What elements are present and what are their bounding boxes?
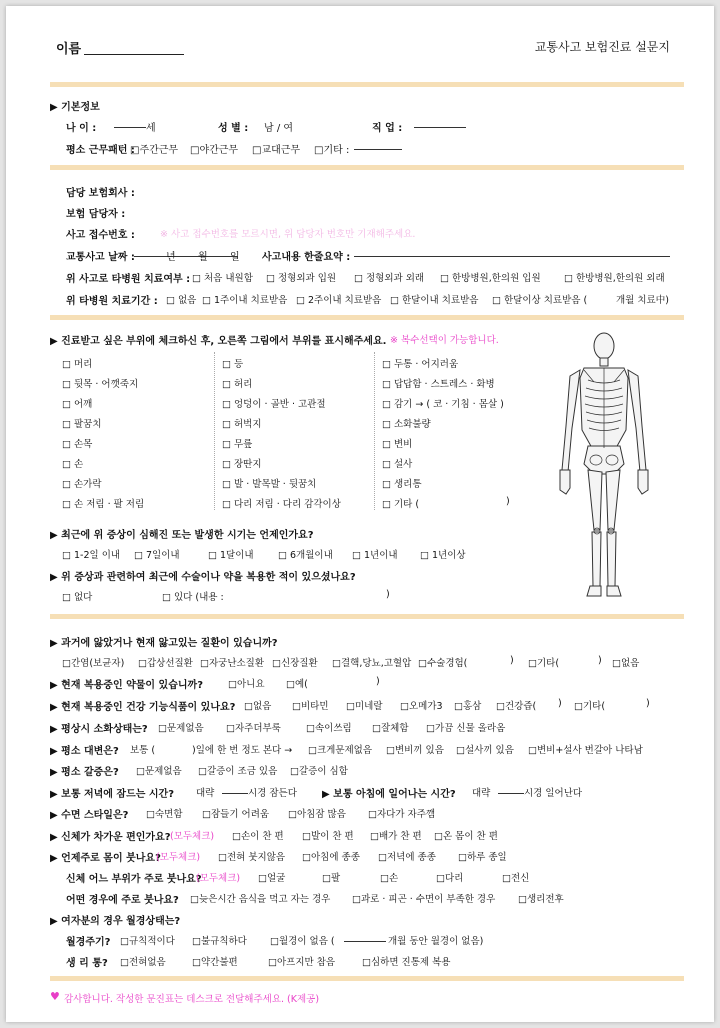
treatment-period-months: 개월 치료中) [616,295,669,306]
disease-close-paren: ) [510,655,514,666]
menstrual-question: ▶ 여자분의 경우 월경상태는? [50,916,181,927]
wake-time-question: ▶ 보통 아침에 일어나는 시간? [322,789,456,800]
swelling-when-option[interactable]: □과로 · 피곤 · 수면이 부족한 경우 [352,894,496,905]
swelling-when-option[interactable]: □늦은시간 음식을 먹고 자는 경우 [190,894,331,905]
work-pattern-label: 평소 근무패턴 : [66,145,135,156]
questionnaire-page [6,6,714,1022]
swelling-part-option[interactable]: □손 [380,873,399,884]
work-other-field[interactable] [354,139,402,150]
supplement-close-paren: ) [558,698,562,709]
disease-option[interactable]: □수술경험( [418,658,468,669]
symptom-option[interactable]: □ 생리통 [382,479,422,490]
sleep-style-option[interactable]: □숙면함 [146,809,183,820]
supplement-option[interactable]: □미네랄 [346,701,383,712]
supplement-close-paren: ) [646,698,650,709]
date-year: 년 [166,252,176,263]
disease-close-paren: ) [598,655,602,666]
sex-value[interactable]: 남 / 여 [264,123,294,134]
supplement-option[interactable]: □건강즙( [496,701,537,712]
swelling-option[interactable]: □저녁에 종종 [378,852,436,863]
name-field[interactable] [84,54,184,55]
symptom-option[interactable]: □ 다리 저림 · 다리 감각이상 [222,499,341,510]
divider-bar [50,82,684,87]
form-title: 교통사고 보험진료 설문지 [534,40,670,54]
footer-message: 감사합니다. 작성한 문진표는 데스크로 전달해주세요. (K제공) [64,994,320,1005]
accident-summary-field[interactable] [354,246,670,257]
skeleton-body-figure[interactable] [554,330,654,600]
sleep-style-option[interactable]: □아침잠 많음 [288,809,346,820]
disease-option[interactable]: □자궁난소질환 [200,658,265,669]
treatment-period-option[interactable]: □ 1주이내 치료받음 [202,295,288,306]
digestion-option[interactable]: □가끔 신물 올라옴 [426,723,506,734]
cycle-label: 월경주기? [66,937,111,948]
medication-option[interactable]: □예( [286,679,308,690]
onset-option[interactable]: □ 1-2일 이내 [62,550,121,561]
sleep-style-question: ▶ 수면 스타일은? [50,810,129,821]
disease-option[interactable]: □기타( [528,658,560,669]
symptom-option[interactable]: □ 장딴지 [222,459,262,470]
symptom-option[interactable]: □ 변비 [382,439,413,450]
work-option-other[interactable]: □기타 : [314,145,350,156]
menstrual-pain-option[interactable]: □전혀없음 [120,957,166,968]
wake-time-field[interactable] [498,783,524,794]
cold-body-option[interactable]: □배가 찬 편 [370,831,422,842]
insurance-company-label: 담당 보험회사 : [66,188,135,199]
disease-question: ▶ 과거에 앓았거나 현재 앓고있는 질환이 있습니까? [50,638,278,649]
cold-body-option[interactable]: □발이 찬 편 [302,831,354,842]
stool-option[interactable]: □크게문제없음 [308,745,373,756]
cycle-option[interactable]: □규칙적이다 [120,936,175,947]
surgery-question: ▶ 위 증상과 관련하여 최근에 수술이나 약을 복용한 적이 있으셨나요? [50,572,356,583]
accident-date-field[interactable] [134,246,238,257]
digestion-question: ▶ 평상시 소화상태는? [50,724,148,735]
multi-select-note: ※ 복수선택이 가능합니다. [390,335,499,346]
cycle-months-field[interactable] [344,931,386,942]
treatment-period-option[interactable]: □ 한달이상 치료받음 ( [492,295,588,306]
stool-frequency-suffix: )일에 한 번 정도 본다 → [192,745,293,756]
sleep-time-question: ▶ 보통 저녁에 잠드는 시간? [50,789,175,800]
symptom-option[interactable]: □ 답답함 · 스트레스 · 화병 [382,379,495,390]
sex-label: 성 별 : [218,123,249,134]
section-symptoms: ▶ 진료받고 싶은 부위에 체크하신 후, 오른쪽 그림에서 부위를 표시해주세요. [50,336,387,347]
date-month: 월 [198,252,208,263]
swelling-tag: (모두체크) [156,852,201,863]
other-hospital-option[interactable]: □ 한방병원,한의원 입원 [440,273,541,284]
treatment-period-option[interactable]: □ 한달이내 치료받음 [390,295,479,306]
disease-option[interactable]: □결핵,당뇨,고혈압 [332,658,412,669]
swelling-when-option[interactable]: □생리전후 [518,894,564,905]
swelling-question: ▶ 언제주로 몸이 붓나요? [50,853,161,864]
medication-close-paren: ) [376,676,380,687]
thirst-option[interactable]: □갈증이 심함 [290,766,348,777]
onset-option[interactable]: □ 1달이내 [208,550,254,561]
section-basic-info: ▶ 기본정보 [50,102,100,113]
swelling-part-option[interactable]: □얼굴 [258,873,286,884]
other-hospital-option[interactable]: □ 정형외과 외래 [354,273,425,284]
stool-option[interactable]: □변비+설사 번갈아 나타남 [528,745,643,756]
disease-option[interactable]: □갑상선질환 [138,658,193,669]
cold-body-question: ▶ 신체가 차가운 편인가요? [50,832,171,843]
medication-option[interactable]: □아니요 [228,679,265,690]
symptom-option[interactable]: □ 무릎 [222,439,253,450]
stool-option[interactable]: □변비끼 있음 [386,745,444,756]
supplement-option[interactable]: □없음 [244,701,272,712]
thirst-question: ▶ 평소 갈증은? [50,767,119,778]
age-field[interactable] [114,117,146,128]
wake-time-suffix: 시경 일어난다 [524,788,583,799]
symptom-option[interactable]: □ 팔꿈치 [62,419,102,430]
name-label: 이름 [56,42,82,57]
other-hospital-option[interactable]: □ 정형외과 입원 [266,273,337,284]
swelling-part-question: 신체 어느 부위가 주로 붓나요? [66,874,202,885]
other-hospital-label: 위 사고로 타병원 치료여부 : [66,274,191,285]
swelling-part-option[interactable]: □전신 [502,873,530,884]
symptom-option[interactable]: □ 등 [222,359,244,370]
age-unit: 세 [146,123,156,134]
treatment-period-option[interactable]: □ 없음 [166,295,197,306]
supplement-option[interactable]: □오메가3 [400,701,443,712]
wake-time-prefix: 대략 [472,788,491,799]
symptom-option[interactable]: □ 머리 [62,359,93,370]
symptom-other-close: ) [506,496,510,507]
symptom-option[interactable]: □ 손 [62,459,84,470]
insurance-agent-label: 보험 담당자 : [66,209,126,220]
symptom-option[interactable]: □ 어깨 [62,399,93,410]
other-hospital-option[interactable]: □ 한방병원,한의원 외래 [564,273,665,284]
cold-body-option[interactable]: □손이 찬 편 [232,831,284,842]
surgery-option-yes[interactable]: □ 있다 (내용 : [162,592,224,603]
sleep-time-field[interactable] [222,783,248,794]
swelling-option[interactable]: □하루 종일 [458,852,507,863]
symptom-option[interactable]: □ 감기 → ( 코 · 기침 · 몸살 ) [382,399,504,410]
cold-body-tag: (모두체크) [170,831,215,842]
divider-bar [50,614,684,619]
disease-option[interactable]: □없음 [612,658,640,669]
accident-summary-label: 사고내용 한줄요약 : [262,252,351,263]
stool-question: ▶ 평소 대변은? [50,746,119,757]
other-hospital-option[interactable]: □ 처음 내원함 [192,273,253,284]
medication-question: ▶ 현재 복용중인 약물이 있습니까? [50,680,203,691]
supplement-option[interactable]: □홍삼 [454,701,482,712]
work-option-night[interactable]: □야간근무 [190,145,239,156]
symptom-option[interactable]: □ 발 · 발목발 · 뒷꿈치 [222,479,317,490]
work-option-day[interactable]: □주간근무 [130,145,179,156]
symptom-option[interactable]: □ 허리 [222,379,253,390]
claim-number-label: 사고 접수번호 : [66,230,135,241]
treatment-period-label: 위 타병원 치료기간 : [66,296,158,307]
digestion-option[interactable]: □속이쓰림 [306,723,352,734]
swelling-option[interactable]: □아침에 종종 [302,852,360,863]
onset-question: ▶ 최근에 위 증상이 심해진 또는 발생한 시기는 언제인가요? [50,530,314,541]
column-divider [214,352,215,510]
sleep-style-option[interactable]: □자다가 자주깸 [368,809,436,820]
treatment-period-option[interactable]: □ 2주이내 치료받음 [296,295,382,306]
swelling-when-question: 어떤 경우에 주로 붓나요? [66,895,179,906]
date-day: 일 [230,252,240,263]
divider-bar [50,976,684,981]
cycle-option[interactable]: □월경이 없음 ( [270,936,335,947]
symptom-option[interactable]: □ 손가락 [62,479,102,490]
swelling-part-option[interactable]: □다리 [436,873,464,884]
symptom-option[interactable]: □ 엉덩이 · 골반 · 고관절 [222,399,326,410]
stool-option[interactable]: □설사끼 있음 [456,745,514,756]
swelling-part-tag: (모두체크) [196,873,241,884]
age-label: 나 이 : [66,123,97,134]
thirst-option[interactable]: □문제없음 [136,766,182,777]
symptom-option[interactable]: □ 허벅지 [222,419,262,430]
menstrual-pain-option[interactable]: □아프지만 참음 [268,957,336,968]
symptom-option[interactable]: □ 손목 [62,439,93,450]
cycle-months-suffix: 개월 동안 월경이 없음) [388,936,484,947]
onset-option[interactable]: □ 6개월이내 [278,550,333,561]
cold-body-option[interactable]: □온 몸이 찬 편 [434,831,498,842]
symptom-option[interactable]: □ 뒷목 · 어깻죽지 [62,379,139,390]
digestion-option[interactable]: □문제없음 [158,723,204,734]
heart-icon: ♥ [50,990,60,1003]
surgery-option-no[interactable]: □ 없다 [62,592,93,603]
divider-bar [50,165,684,170]
accident-date-label: 교통사고 날짜 : [66,252,135,263]
divider-bar [50,315,684,320]
sleep-style-option[interactable]: □잠들기 어려움 [202,809,270,820]
menstrual-pain-label: 생 리 통? [66,958,108,969]
surgery-close-paren: ) [386,589,390,600]
menstrual-pain-option[interactable]: □심하면 진통제 복용 [362,957,451,968]
onset-option[interactable]: □ 7일이내 [134,550,180,561]
symptom-option[interactable]: □ 두통 · 어지러움 [382,359,459,370]
symptom-option[interactable]: □ 설사 [382,459,413,470]
job-field[interactable] [414,117,466,128]
thirst-option[interactable]: □갈증이 조금 있음 [198,766,278,777]
sleep-time-prefix: 대략 [196,788,215,799]
onset-option[interactable]: □ 1년이내 [352,550,398,561]
menstrual-pain-option[interactable]: □약간불편 [192,957,238,968]
cycle-option[interactable]: □불규칙하다 [192,936,247,947]
swelling-option[interactable]: □전혀 붓지않음 [218,852,286,863]
symptom-option[interactable]: □ 기타 ( [382,499,420,510]
disease-option[interactable]: □신장질환 [272,658,318,669]
column-divider [374,352,375,510]
supplement-option[interactable]: □비타민 [292,701,329,712]
symptom-option[interactable]: □ 손 저림 · 팔 저림 [62,499,145,510]
stool-frequency-prefix: 보통 ( [130,745,156,756]
symptom-option[interactable]: □ 소화불량 [382,419,431,430]
job-label: 직 업 : [372,123,403,134]
digestion-option[interactable]: □잘체함 [372,723,409,734]
supplement-question: ▶ 현재 복용중인 건강 기능식품이 있나요? [50,702,236,713]
onset-option[interactable]: □ 1년이상 [420,550,466,561]
supplement-option[interactable]: □기타( [574,701,606,712]
digestion-option[interactable]: □자주더부룩 [226,723,281,734]
sleep-time-suffix: 시경 잠든다 [248,788,297,799]
work-option-shift[interactable]: □교대근무 [252,145,301,156]
claim-number-note: ※ 사고 접수번호를 모르시면, 위 담당자 번호만 기재해주세요. [160,229,416,240]
disease-option[interactable]: □간염(보균자) [62,658,125,669]
swelling-part-option[interactable]: □팔 [322,873,341,884]
